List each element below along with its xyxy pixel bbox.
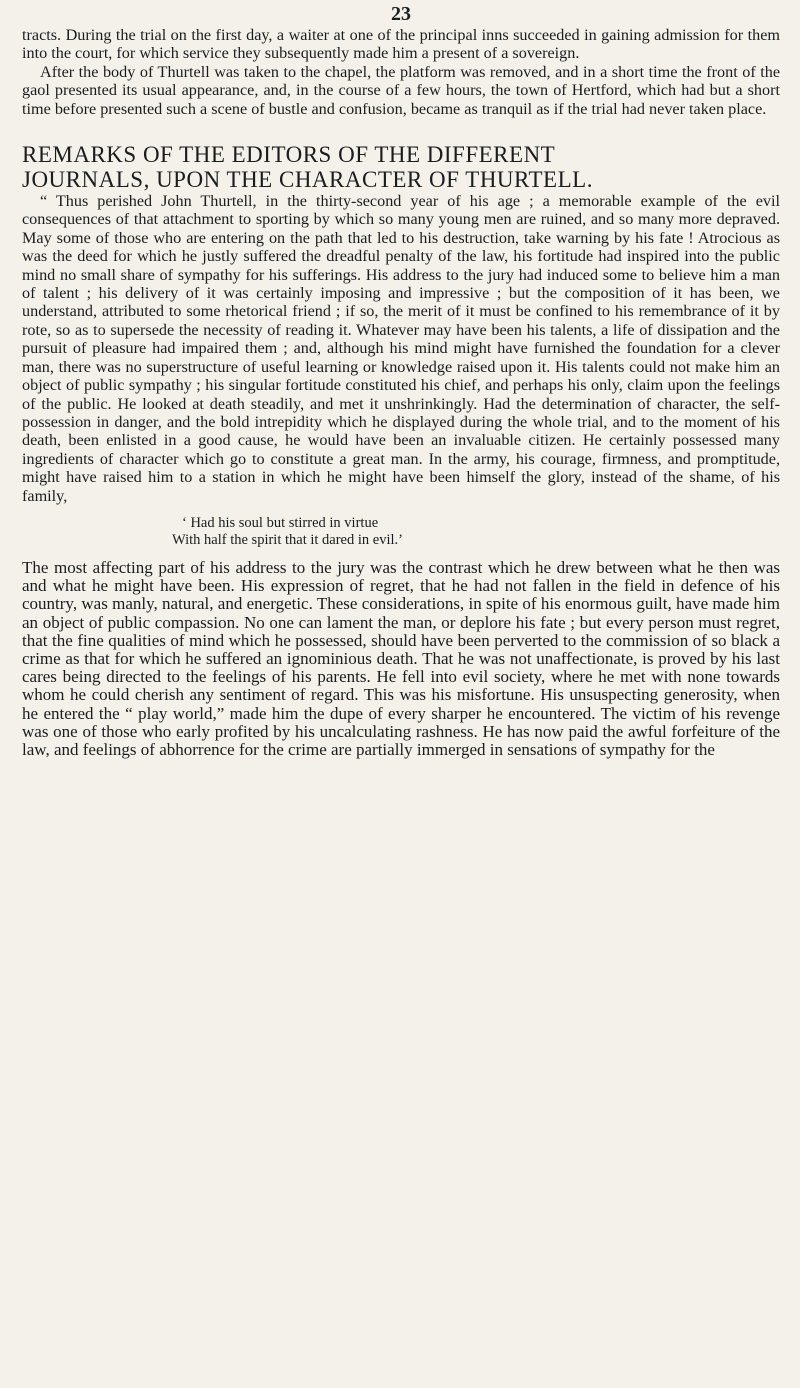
paragraph-after-execution: After the body of Thurtell was taken to the chapel, the platform was removed, and in a short time the front of the gaol presented its usual appearance, and, in the course of a few hours, the town of Hertford, which had but a short time before presented such a scene of bustle and confusion, became as tranquil as if the trial had never taken place. xyxy=(22,62,780,118)
verse-line-1: ‘ Had his soul but stirred in virtue xyxy=(182,514,379,531)
section-heading-line-1: REMARKS OF THE EDITORS OF THE DIFFERENT xyxy=(22,142,556,168)
page-number: 23 xyxy=(391,3,411,25)
section-heading-line-2: JOURNALS, UPON THE CHARACTER OF THURTELL. xyxy=(22,167,593,193)
paragraph-address-contrast: The most affecting part of his address to the jury was the contrast which he drew between what he then was and what he might have been. His expression of regret, that he had not fallen in the field in defence of his country, was manly, natural, and energetic. These considerations, in spite of his enormous guilt, have made him an object of public compassion. No one can lament the man, or deplore his fate ; but every person must regret, that the fine qualities of mind which he possessed, should have been perverted to the commission of so black a crime as that for which he suffered an ignominious death. That he was not unaffectionate, is proved by his last cares being directed to the feelings of his parents. He fell into evil society, where he met with none towards whom he could cherish any sentiment of regard. This was his misfortune. His unsuspecting generosity, when he entered the “ play world,” made him the dupe of every sharper he encountered. The victim of his revenge was one of those who early profited by his uncalculating rashness. He has now paid the awful forfeiture of the law, and feelings of abhorrence for the crime are partially immerged in sensations of sympathy for the xyxy=(22,557,780,759)
paragraph-trial-continuation: tracts. During the trial on the first day, a waiter at one of the principal inns succeeded in gaining admission for them into the court, for which service they subsequently made him a present of a sovereign. xyxy=(22,26,780,63)
quoted-verse xyxy=(172,515,780,549)
section-heading xyxy=(22,142,780,192)
paragraph-editorial-remarks: “ Thus perished John Thurtell, in the thirty-second year of his age ; a memorable example of the evil consequences of that attachment to sporting by which so many young men are ruined, and so many more depraved. May some of those who are entering on the path that led to his destruction, take warning by his fate ! Atrocious as was the deed for which he justly suffered the dreadful penalty of the law, his fortitude had inspired into the public mind no small share of sympathy for his sufferings. His address to the jury had induced some to believe him a man of talent ; his delivery of it was certainly imposing and impressive ; but the composition of it has been, we understand, attributed to some rhetorical friend ; if so, the merit of it must be confined to his remembrance of it by rote, so as to supersede the necessity of reading it. Whatever may have been his talents, a life of dissipation and the pursuit of pleasure had impaired them ; and, although his mind might have furnished the foundation for a clever man, there was no superstructure of useful learning or knowledge raised upon it. His talents could not make him an object of public sympathy ; his singular fortitude constituted his chief, and perhaps his only, claim upon the feelings of the public. He looked at death steadily, and met it unshrinkingly. Had the determination of character, the self-possession in danger, and the bold intrepidity which he displayed during the whole trial, and to the moment of his death, been enlisted in a good cause, he would have been an invaluable citizen. He certainly possessed many ingredients of character which go to constitute a great man. In the army, his courage, firmness, and promptitude, might have raised him to a station in which he might have been himself the glory, instead of the shame, of his family, xyxy=(22,192,780,505)
verse-line-2: With half the spirit that it dared in evil.’ xyxy=(172,531,403,548)
